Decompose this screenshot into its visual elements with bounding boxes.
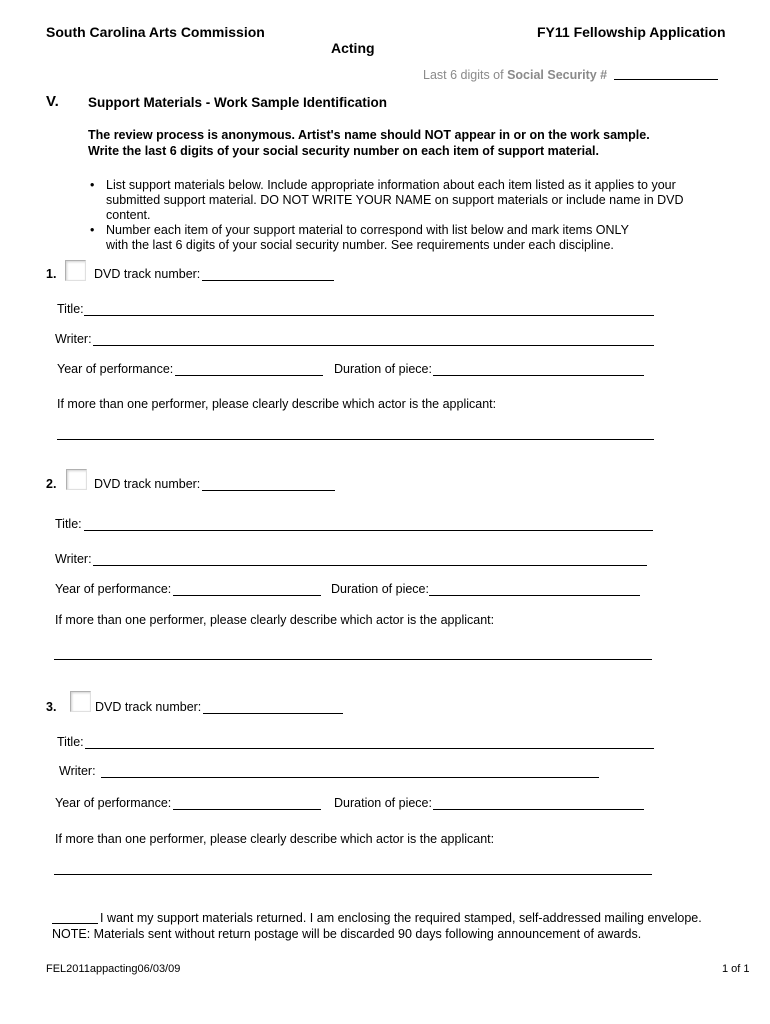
dvd-track-field[interactable] [202, 280, 334, 281]
return-request-text: I want my support materials returned. I am enclosing the required stamped, self-addressed mailing envelope. [100, 911, 702, 925]
item-checkbox[interactable] [65, 260, 86, 281]
writer-label: Writer: [59, 764, 96, 778]
dvd-track-field[interactable] [203, 713, 343, 714]
year-label: Year of performance: [55, 582, 172, 596]
performer-field[interactable] [54, 874, 652, 875]
year-label: Year of performance: [55, 796, 172, 810]
performer-field[interactable] [57, 439, 654, 440]
duration-field[interactable] [433, 375, 644, 376]
item-number: 2. [46, 477, 57, 491]
performer-field[interactable] [54, 659, 652, 660]
title-label: Title: [57, 302, 84, 316]
year-field[interactable] [175, 375, 323, 376]
performer-note: If more than one performer, please clearly describe which actor is the applicant: [57, 397, 497, 411]
year-field[interactable] [173, 595, 321, 596]
section-numeral: V. [46, 93, 59, 110]
section-title: Support Materials - Work Sample Identification [88, 95, 388, 110]
writer-label: Writer: [55, 552, 92, 566]
item-checkbox[interactable] [70, 691, 91, 712]
duration-label: Duration of piece: [334, 362, 432, 376]
duration-label: Duration of piece: [331, 582, 429, 596]
duration-label: Duration of piece: [334, 796, 432, 810]
application-title: FY11 Fellowship Application [537, 24, 726, 40]
form-code: FEL2011appacting06/03/09 [46, 963, 181, 975]
performer-note: If more than one performer, please clearly describe which actor is the applicant: [55, 832, 495, 846]
ssn-label: Last 6 digits of Social Security # [423, 68, 608, 82]
year-field[interactable] [173, 809, 321, 810]
duration-field[interactable] [429, 595, 640, 596]
dvd-track-field[interactable] [202, 490, 335, 491]
instruction-item: • Number each item of your support material to correspond with list below and mark items ONLY with the last 6 digits of your social security number. See requirements under each discipline. [88, 223, 646, 253]
writer-field[interactable] [93, 345, 654, 346]
discipline-title: Acting [331, 40, 375, 56]
title-field[interactable] [84, 530, 653, 531]
instruction-item: • List support materials below. Include appropriate information about each item listed as it applies to your submitted support material. DO NOT WRITE YOUR NAME on support materials or include name in DVD content. [88, 178, 726, 223]
title-field[interactable] [84, 315, 654, 316]
ssn-input-line[interactable] [614, 79, 718, 80]
title-label: Title: [57, 735, 84, 749]
organization-name: South Carolina Arts Commission [46, 24, 265, 40]
instructions-list [88, 178, 748, 253]
page-number: 1 of 1 [722, 963, 750, 975]
item-number: 1. [46, 267, 57, 281]
ssn-instruction: Write the last 6 digits of your social security number on each item of support material. [88, 144, 599, 158]
writer-label: Writer: [55, 332, 92, 346]
duration-field[interactable] [433, 809, 644, 810]
dvd-track-label: DVD track number: [94, 267, 201, 281]
title-field[interactable] [85, 748, 654, 749]
dvd-track-label: DVD track number: [95, 700, 202, 714]
return-postage-note: NOTE: Materials sent without return postage will be discarded 90 days following announcement of awards. [52, 927, 642, 941]
item-number: 3. [46, 700, 57, 714]
anonymous-note: The review process is anonymous. Artist's name should NOT appear in or on the work sample. [88, 128, 650, 142]
writer-field[interactable] [93, 565, 647, 566]
item-checkbox[interactable] [66, 469, 87, 490]
writer-field[interactable] [101, 777, 599, 778]
dvd-track-label: DVD track number: [94, 477, 201, 491]
year-label: Year of performance: [57, 362, 174, 376]
return-request-field[interactable] [52, 923, 98, 924]
title-label: Title: [55, 517, 82, 531]
performer-note: If more than one performer, please clearly describe which actor is the applicant: [55, 613, 495, 627]
